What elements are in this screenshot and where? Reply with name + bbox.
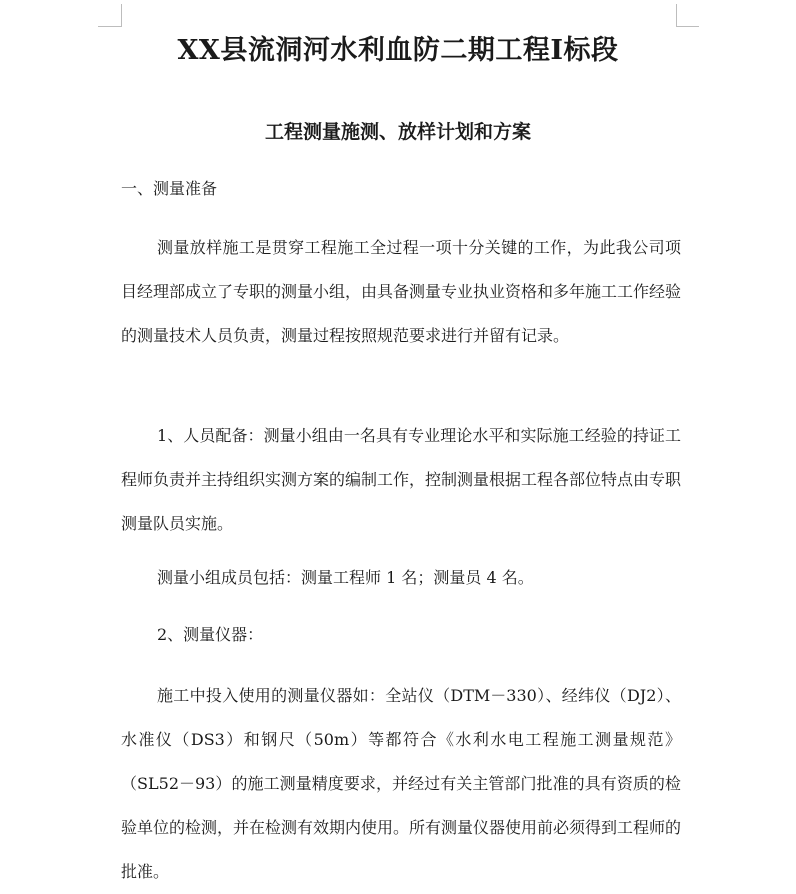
crop-mark-top-left (98, 4, 122, 27)
document-subtitle: 工程测量施测、放样计划和方案 (264, 121, 531, 143)
paragraph-staffing: 1、人员配备：测量小组由一名具有专业理论水平和实际施工经验的持证工程师负责并主持组织实测方案的编制工作，控制测量根据工程各部位特点由专职测量队员实施。 (121, 426, 682, 533)
paragraph-intro: 测量放样施工是贯穿工程施工全过程一项十分关键的工作，为此我公司项目经理部成立了专职的测量小组，由具备测量专业执业资格和多年施工工作经验的测量技术人员负责，测量过程按照规范要求进行并留有记录。 (121, 238, 682, 345)
paragraph-instruments: 施工中投入使用的测量仪器如：全站仪（DTM－330）、经纬仪（DJ2）、水准仪（DS3）和钢尺（50m）等都符合《水利水电工程施工测量规范》（SL52－93）的施工测量精度要求，并经过有关主管部门批准的具有资质的检验单位的检测，并在检测有效期内使用。所有测量仪器使用前必须得到工程师的批准。 (121, 686, 682, 881)
document-title: XX县流洞河水利血防二期工程Ⅰ标段 (177, 35, 619, 66)
crop-mark-top-right (676, 4, 699, 27)
section-heading: 一、测量准备 (121, 179, 218, 198)
paragraph-instruments-heading: 2、测量仪器： (157, 625, 264, 644)
paragraph-team-members: 测量小组成员包括：测量工程师 1 名；测量员 4 名。 (157, 568, 534, 587)
